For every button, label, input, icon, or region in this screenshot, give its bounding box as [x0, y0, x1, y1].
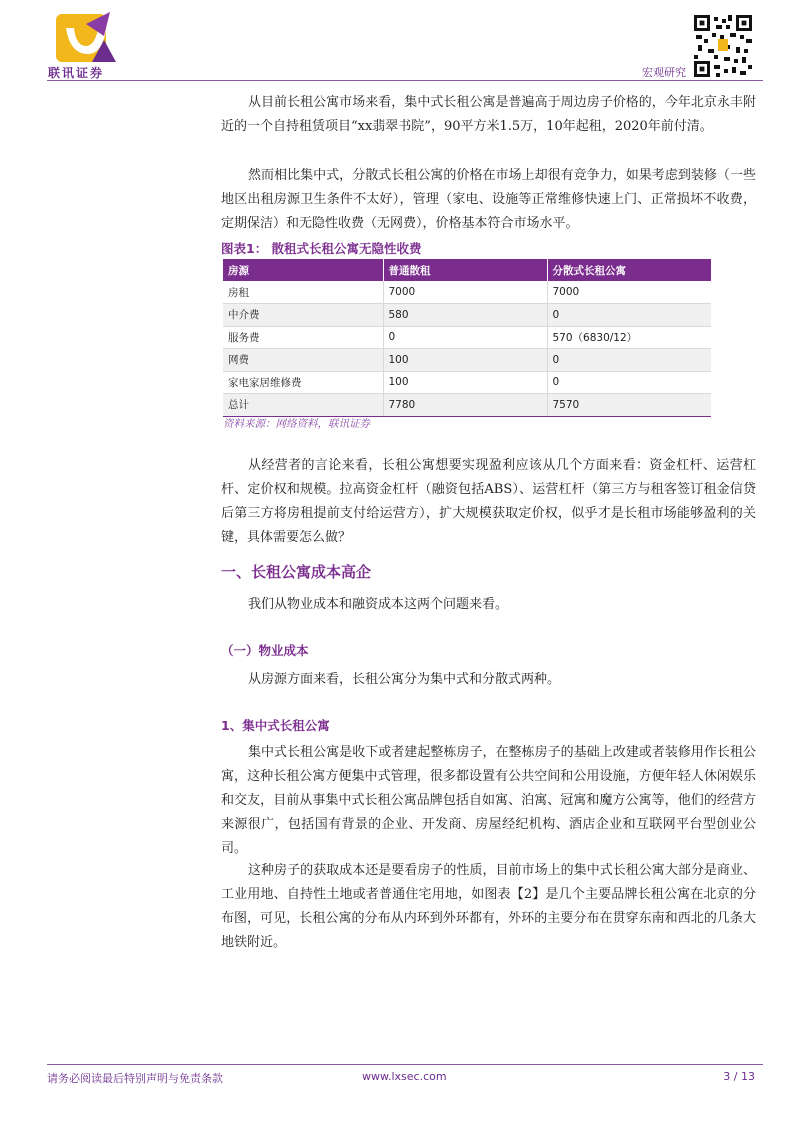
table-title: 图表1： 散租式长租公寓无隐性收费 — [221, 241, 422, 256]
table-cell: 家电家居维修费 — [223, 371, 383, 394]
table-cell: 0 — [383, 326, 547, 349]
paragraph-7: 这种房子的获取成本还是要看房子的性质，目前市场上的集中式长租公寓大部分是商业、工业用地、自持性土地或者普通住宅用地，如图表【2】是几个主要品牌长租公寓在北京的分布图，可见，长租公寓的分布从内环到外环都有，外环的主要分布在贯穿东南和西北的几条大地铁附近。 — [221, 863, 756, 950]
table-header: 房源 — [223, 259, 383, 281]
page-number: 3 / 13 — [723, 1070, 755, 1083]
table-cell: 100 — [383, 349, 547, 372]
table-row-total — [223, 394, 711, 417]
table-cell: 网费 — [223, 349, 383, 372]
paragraph-4: 我们从物业成本和融资成本这两个问题来看。 — [248, 597, 509, 612]
paragraph-6: 集中式长租公寓是收下或者建起整栋房子，在整栋房子的基础上改建或者装修用作长租公寓，这种长租公寓方便集中式管理，很多都设置有公共空间和公用设施，方便年轻人休闲娱乐和交友，目前从事集中式长租公寓品牌包括自如寓、泊寓、冠寓和魔方公寓等，他们的经营方来源很广，包括国有背景的企业、开发商、房屋经纪机构、酒店企业和互联网平台型创业公司。 — [221, 745, 756, 856]
paragraph-3: 从经营者的言论来看，长租公寓想要实现盈利应该从几个方面来看：资金杠杆、运营杠杆、定价权和规模。拉高资金杠杆（融资包括ABS）、运营杠杆（第三方与租客签订租金信贷后第三方将房租提前支付给运营方），扩大规模获取定价权，似乎才是长租市场能够盈利的关键，具体需要怎么做？ — [221, 458, 756, 545]
table-row — [223, 326, 711, 349]
paragraph-5: 从房源方面来看，长租公寓分为集中式和分散式两种。 — [248, 672, 561, 687]
table-source: 资料来源：网络资料，联讯证券 — [223, 418, 370, 430]
table-cell: 房租 — [223, 281, 383, 304]
qr-code-icon — [694, 15, 752, 77]
table-row — [223, 371, 711, 394]
table-header: 普通散租 — [383, 259, 547, 281]
cost-table — [223, 259, 711, 417]
table-cell: 7000 — [383, 281, 547, 304]
footer-divider — [47, 1064, 763, 1065]
section-tag: 宏观研究 — [642, 66, 686, 79]
table-header: 分散式长租公寓 — [547, 259, 711, 281]
table-cell: 7780 — [383, 394, 547, 417]
logo-text: 联讯证券 — [48, 66, 105, 80]
table-cell: 中介费 — [223, 304, 383, 327]
table-row — [223, 304, 711, 327]
section-heading: 一、长租公寓成本高企 — [221, 563, 372, 581]
table-cell: 580 — [383, 304, 547, 327]
table-cell: 570（6830/12） — [547, 326, 711, 349]
paragraph-2: 然而相比集中式，分散式长租公寓的价格在市场上却很有竞争力，如果考虑到装修（一些地区出租房源卫生条件不太好），管理（家电、设施等正常维修快速上门、正常损坏不收费，定期保洁）和无隐性收费（无网费），价格基本符合市场水平。 — [221, 168, 756, 231]
table-cell: 0 — [547, 371, 711, 394]
table-cell: 0 — [547, 349, 711, 372]
table-cell: 100 — [383, 371, 547, 394]
sub-subsection-heading: 1、集中式长租公寓 — [221, 718, 330, 733]
table-cell: 7000 — [547, 281, 711, 304]
subsection-heading: （一）物业成本 — [221, 643, 309, 658]
table-header-row — [223, 259, 711, 281]
table-cell: 7570 — [547, 394, 711, 417]
paragraph-1: 从目前长租公寓市场来看，集中式长租公寓是普遍高于周边房子价格的，今年北京永丰附近的一个自持租赁项目“xx翡翠书院”，90平方米1.5万，10年起租，2020年前付清。 — [221, 95, 756, 134]
table-cell: 服务费 — [223, 326, 383, 349]
table-row — [223, 281, 711, 304]
footer-disclaimer: 请务必阅读最后特别声明与免责条款 — [47, 1072, 223, 1085]
footer-url[interactable]: www.lxsec.com — [362, 1070, 447, 1083]
table-cell: 0 — [547, 304, 711, 327]
table-cell: 总计 — [223, 394, 383, 417]
table-row — [223, 349, 711, 372]
header-divider — [47, 80, 763, 81]
